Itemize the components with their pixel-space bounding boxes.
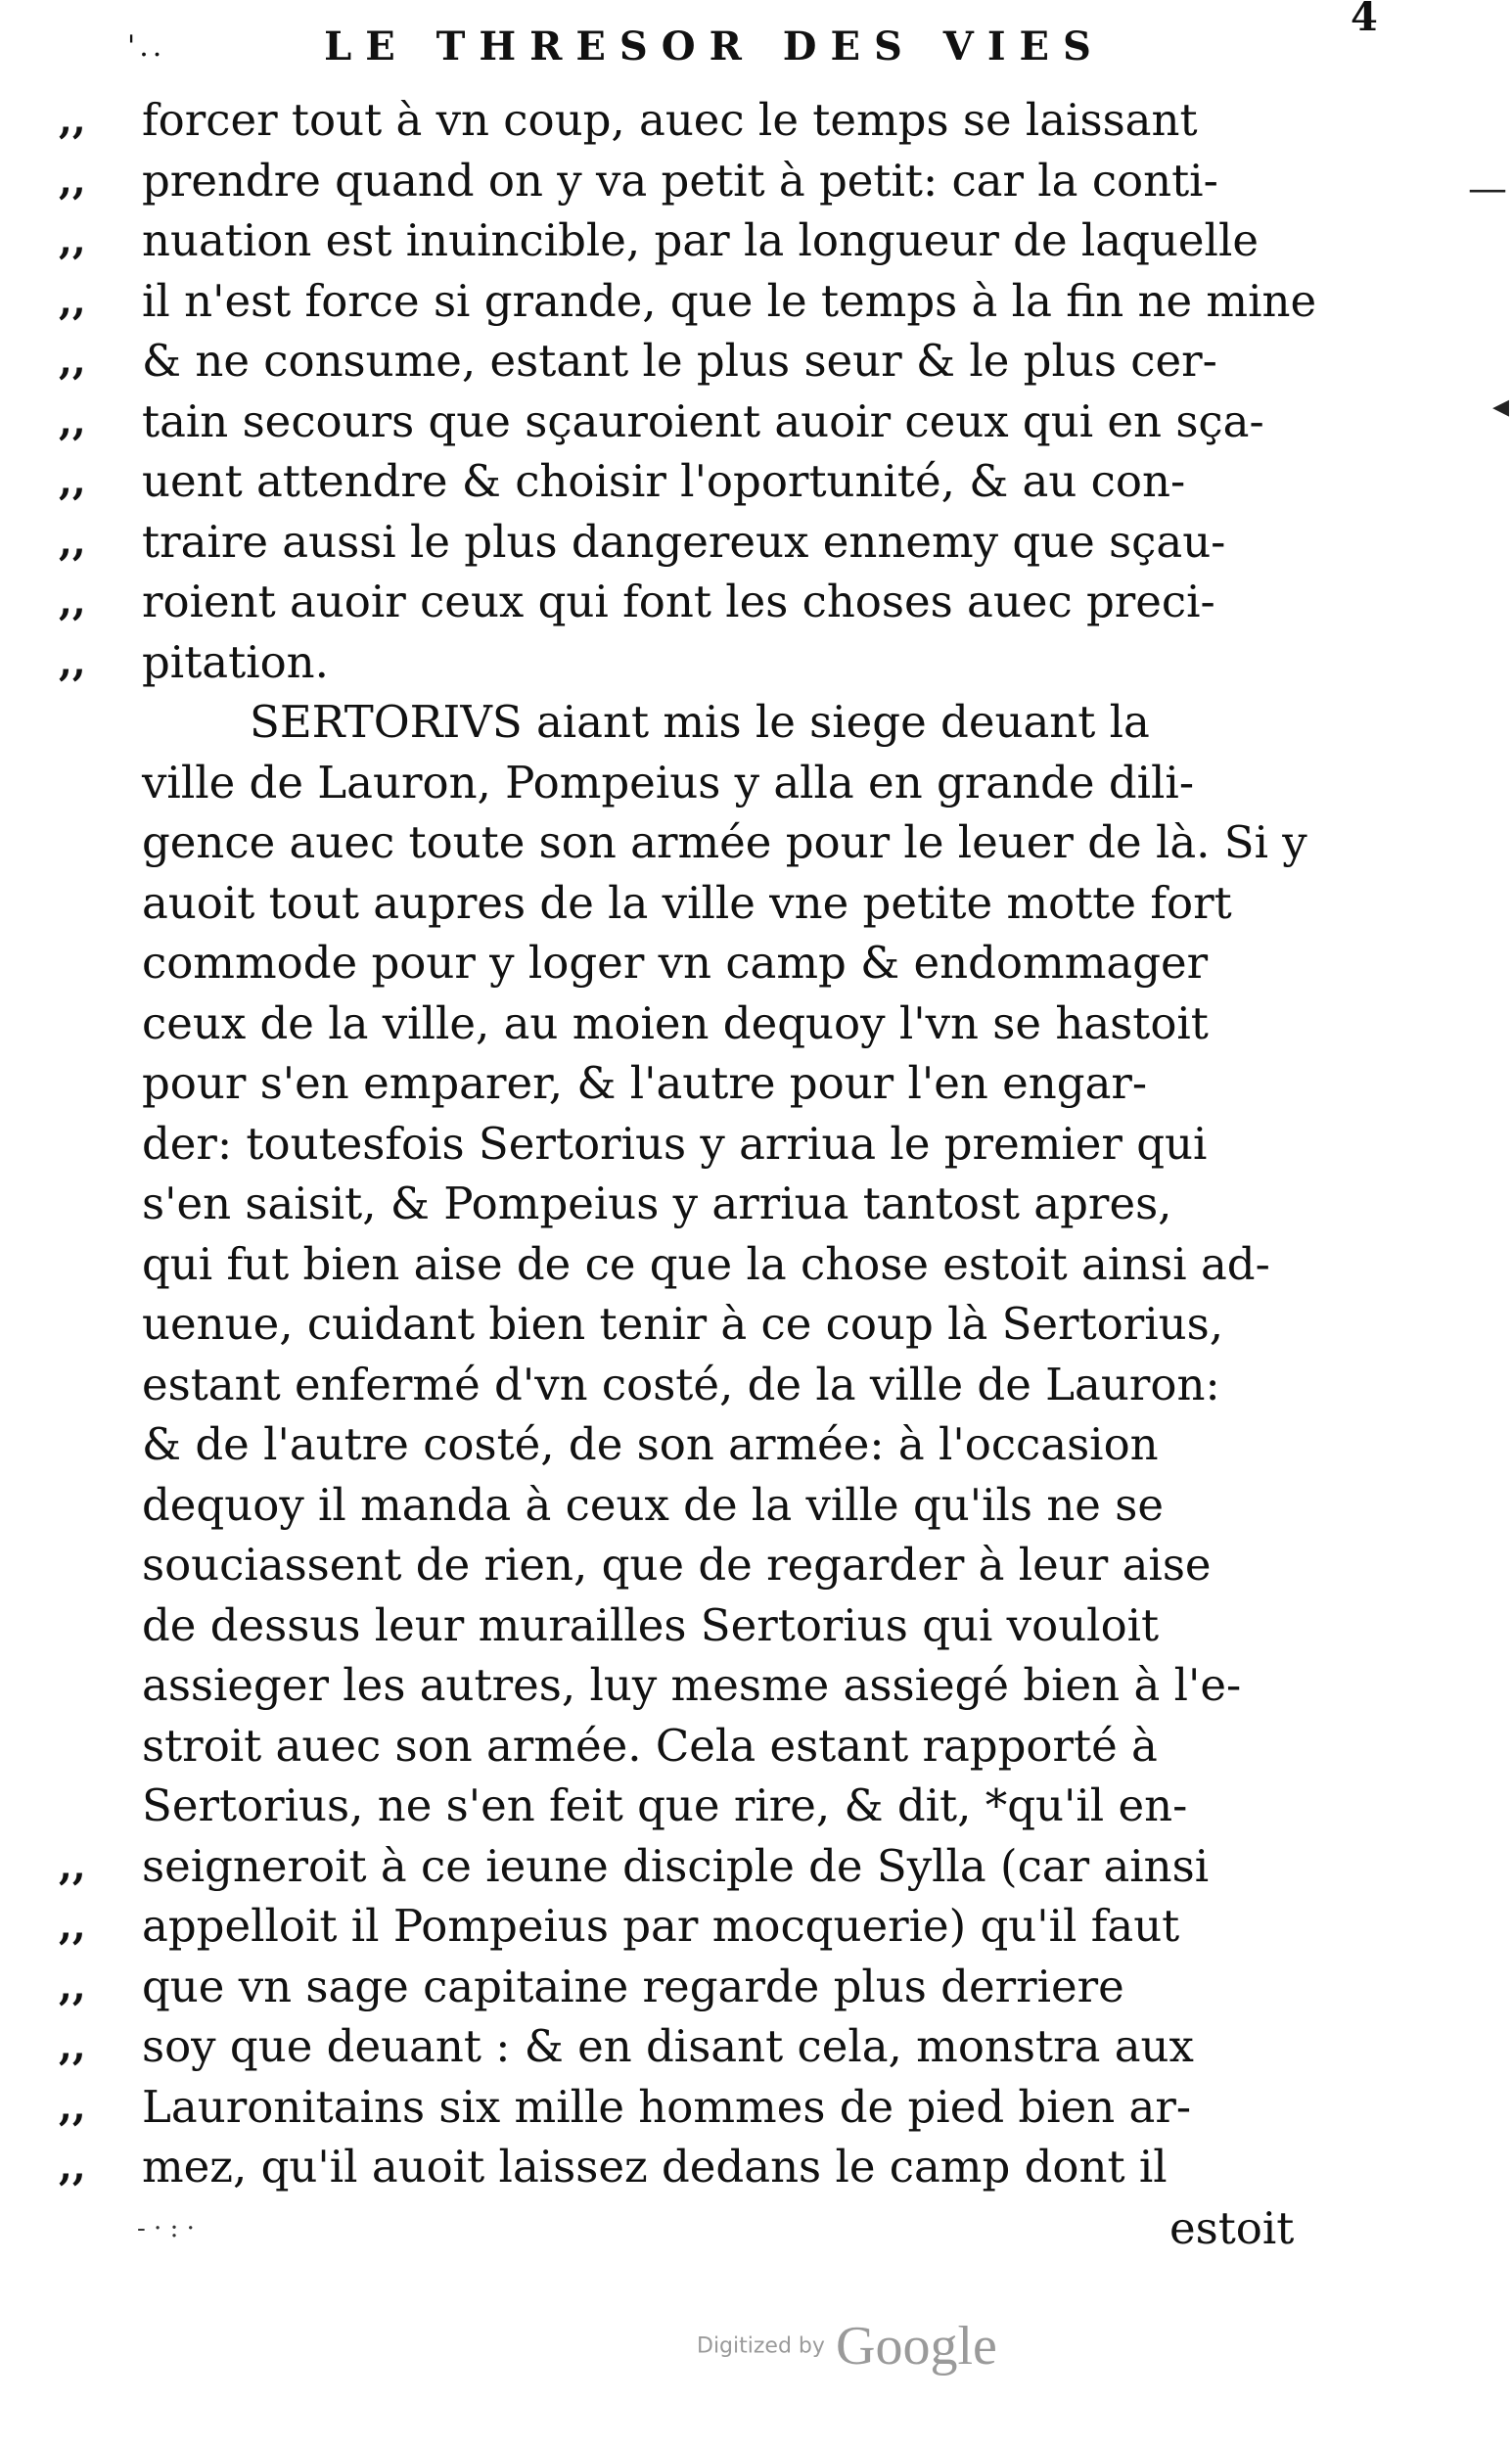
line-text: qui fut bien aise de ce que la chose estoit ainsi ad- bbox=[142, 1237, 1270, 1290]
ink-specks: - · : · bbox=[137, 2214, 195, 2243]
text-line bbox=[59, 572, 1331, 632]
line-text: s'en saisit, & Pompeius y arriua tantost apres, bbox=[142, 1177, 1172, 1229]
text-line bbox=[59, 1716, 1331, 1777]
quotation-mark: ,, bbox=[59, 638, 86, 685]
line-text: que vn sage capitaine regarde plus derriere bbox=[142, 1960, 1124, 2012]
text-line bbox=[59, 1535, 1331, 1595]
text-line bbox=[59, 151, 1331, 211]
line-text: pour s'en emparer, & l'autre pour l'en engar- bbox=[142, 1057, 1148, 1109]
line-text: ceux de la ville, au moien dequoy l'vn se hastoit bbox=[142, 996, 1209, 1049]
text-block bbox=[59, 90, 1331, 2197]
text-line bbox=[59, 512, 1331, 573]
text-line bbox=[59, 753, 1331, 813]
line-text: stroit auec son armée. Cela estant rapporté à bbox=[142, 1719, 1158, 1772]
line-text: ville de Lauron, Pompeius y alla en grande dili- bbox=[142, 756, 1195, 808]
text-line bbox=[59, 2016, 1331, 2077]
text-line bbox=[59, 90, 1331, 151]
text-line bbox=[59, 1355, 1331, 1415]
text-line bbox=[59, 632, 1331, 693]
text-line bbox=[59, 210, 1331, 271]
quotation-mark: ,, bbox=[59, 157, 86, 204]
line-text: uenue, cuidant bien tenir à ce coup là Sertorius, bbox=[142, 1298, 1224, 1350]
text-line bbox=[59, 2077, 1331, 2138]
text-line bbox=[59, 2137, 1331, 2197]
quotation-mark: ,, bbox=[59, 1903, 86, 1949]
text-line bbox=[59, 1896, 1331, 1957]
text-line bbox=[59, 1957, 1331, 2017]
line-text: auoit tout aupres de la ville vne petite motte fort bbox=[142, 876, 1232, 929]
text-line bbox=[59, 1234, 1331, 1295]
line-text: gence auec toute son armée pour le leuer de là. Si y bbox=[142, 816, 1307, 868]
line-text: SERTORIVS aiant mis le siege deuant la bbox=[250, 696, 1150, 748]
line-text: commode pour y loger vn camp & endommager bbox=[142, 937, 1209, 989]
line-text: assieger les autres, luy mesme assiegé bien à l'e- bbox=[142, 1659, 1242, 1711]
line-text: souciassent de rien, que de regarder à leur aise bbox=[142, 1539, 1212, 1591]
margin-mark: ◂ bbox=[1492, 387, 1510, 426]
line-text: estant enfermé d'vn costé, de la ville de Lauron: bbox=[142, 1358, 1220, 1410]
quotation-mark: ,, bbox=[59, 2023, 86, 2069]
digitized-by-label: Digitized by bbox=[697, 2333, 825, 2359]
margin-mark: — bbox=[1468, 166, 1507, 211]
text-line bbox=[59, 1414, 1331, 1475]
line-text: tain secours que sçauroient auoir ceux qui en sça- bbox=[142, 394, 1264, 447]
line-text: Lauronitains six mille hommes de pied bien ar- bbox=[142, 2080, 1192, 2133]
text-line bbox=[59, 1475, 1331, 1536]
text-line bbox=[59, 1595, 1331, 1656]
digitized-by-badge bbox=[697, 2315, 997, 2378]
text-line bbox=[59, 1114, 1331, 1175]
text-line bbox=[59, 451, 1331, 512]
text-line bbox=[59, 1836, 1331, 1897]
text-line bbox=[59, 271, 1331, 332]
text-line bbox=[59, 1294, 1331, 1355]
text-line bbox=[59, 812, 1331, 873]
catchword: estoit bbox=[1169, 2202, 1295, 2254]
line-text: dequoy il manda à ceux de la ville qu'ils ne se bbox=[142, 1478, 1164, 1531]
quotation-mark: ,, bbox=[59, 217, 86, 263]
text-line bbox=[59, 933, 1331, 993]
text-line bbox=[59, 1174, 1331, 1234]
quotation-mark: ,, bbox=[59, 397, 86, 444]
line-text: roient auoir ceux qui font les choses auec preci- bbox=[142, 576, 1215, 627]
line-text: & de l'autre costé, de son armée: à l'occasion bbox=[142, 1418, 1159, 1470]
line-text: de dessus leur murailles Sertorius qui vouloit bbox=[142, 1598, 1160, 1651]
google-logo: Google bbox=[836, 2316, 997, 2377]
line-text: & ne consume, estant le plus seur & le plus cer- bbox=[142, 335, 1217, 387]
line-text: il n'est force si grande, que le temps à la fin ne mine bbox=[142, 274, 1317, 327]
quotation-mark: ,, bbox=[59, 277, 86, 324]
line-text: forcer tout à vn coup, auec le temps se laissant bbox=[142, 94, 1198, 146]
text-line bbox=[59, 692, 1331, 753]
running-title: LE THRESOR DES VIES bbox=[324, 23, 1105, 69]
line-text: Sertorius, ne s'en feit que rire, & dit, *qu'il en- bbox=[142, 1779, 1188, 1831]
quotation-mark: ,, bbox=[59, 1962, 86, 2009]
line-text: uent attendre & choisir l'oportunité, & au con- bbox=[142, 455, 1186, 507]
quotation-mark: ,, bbox=[59, 338, 86, 384]
corner-mark: 4 bbox=[1351, 0, 1378, 40]
quotation-mark: ,, bbox=[59, 2083, 86, 2130]
quotation-mark: ,, bbox=[59, 458, 86, 504]
text-line bbox=[59, 331, 1331, 392]
line-text: der: toutesfois Sertorius y arriua le premier qui bbox=[142, 1117, 1208, 1170]
line-text: traire aussi le plus dangereux ennemy que sçau- bbox=[142, 515, 1226, 568]
quotation-mark: ,, bbox=[59, 2144, 86, 2190]
text-line bbox=[59, 1776, 1331, 1836]
line-text: pitation. bbox=[142, 635, 329, 688]
line-text: seigneroit à ce ieune disciple de Sylla (car ainsi bbox=[142, 1839, 1210, 1892]
line-text: soy que deuant : & en disant cela, monstra aux bbox=[142, 2020, 1194, 2072]
text-line bbox=[59, 873, 1331, 934]
line-text: mez, qu'il auoit laissez dedans le camp dont il bbox=[142, 2141, 1168, 2193]
line-text: prendre quand on y va petit à petit: car la conti- bbox=[142, 154, 1218, 207]
text-line bbox=[59, 1053, 1331, 1114]
line-text: appelloit il Pompeius par mocquerie) qu'il faut bbox=[142, 1900, 1180, 1952]
text-line bbox=[59, 1655, 1331, 1716]
text-line bbox=[59, 392, 1331, 452]
quotation-mark: ,, bbox=[59, 97, 86, 143]
text-line bbox=[59, 993, 1331, 1054]
quotation-mark: ,, bbox=[59, 518, 86, 565]
quotation-mark: ,, bbox=[59, 578, 86, 624]
quotation-mark: ,, bbox=[59, 1842, 86, 1889]
header-marks: '.. bbox=[127, 29, 166, 64]
line-text: nuation est inuincible, par la longueur de laquelle bbox=[142, 214, 1259, 266]
